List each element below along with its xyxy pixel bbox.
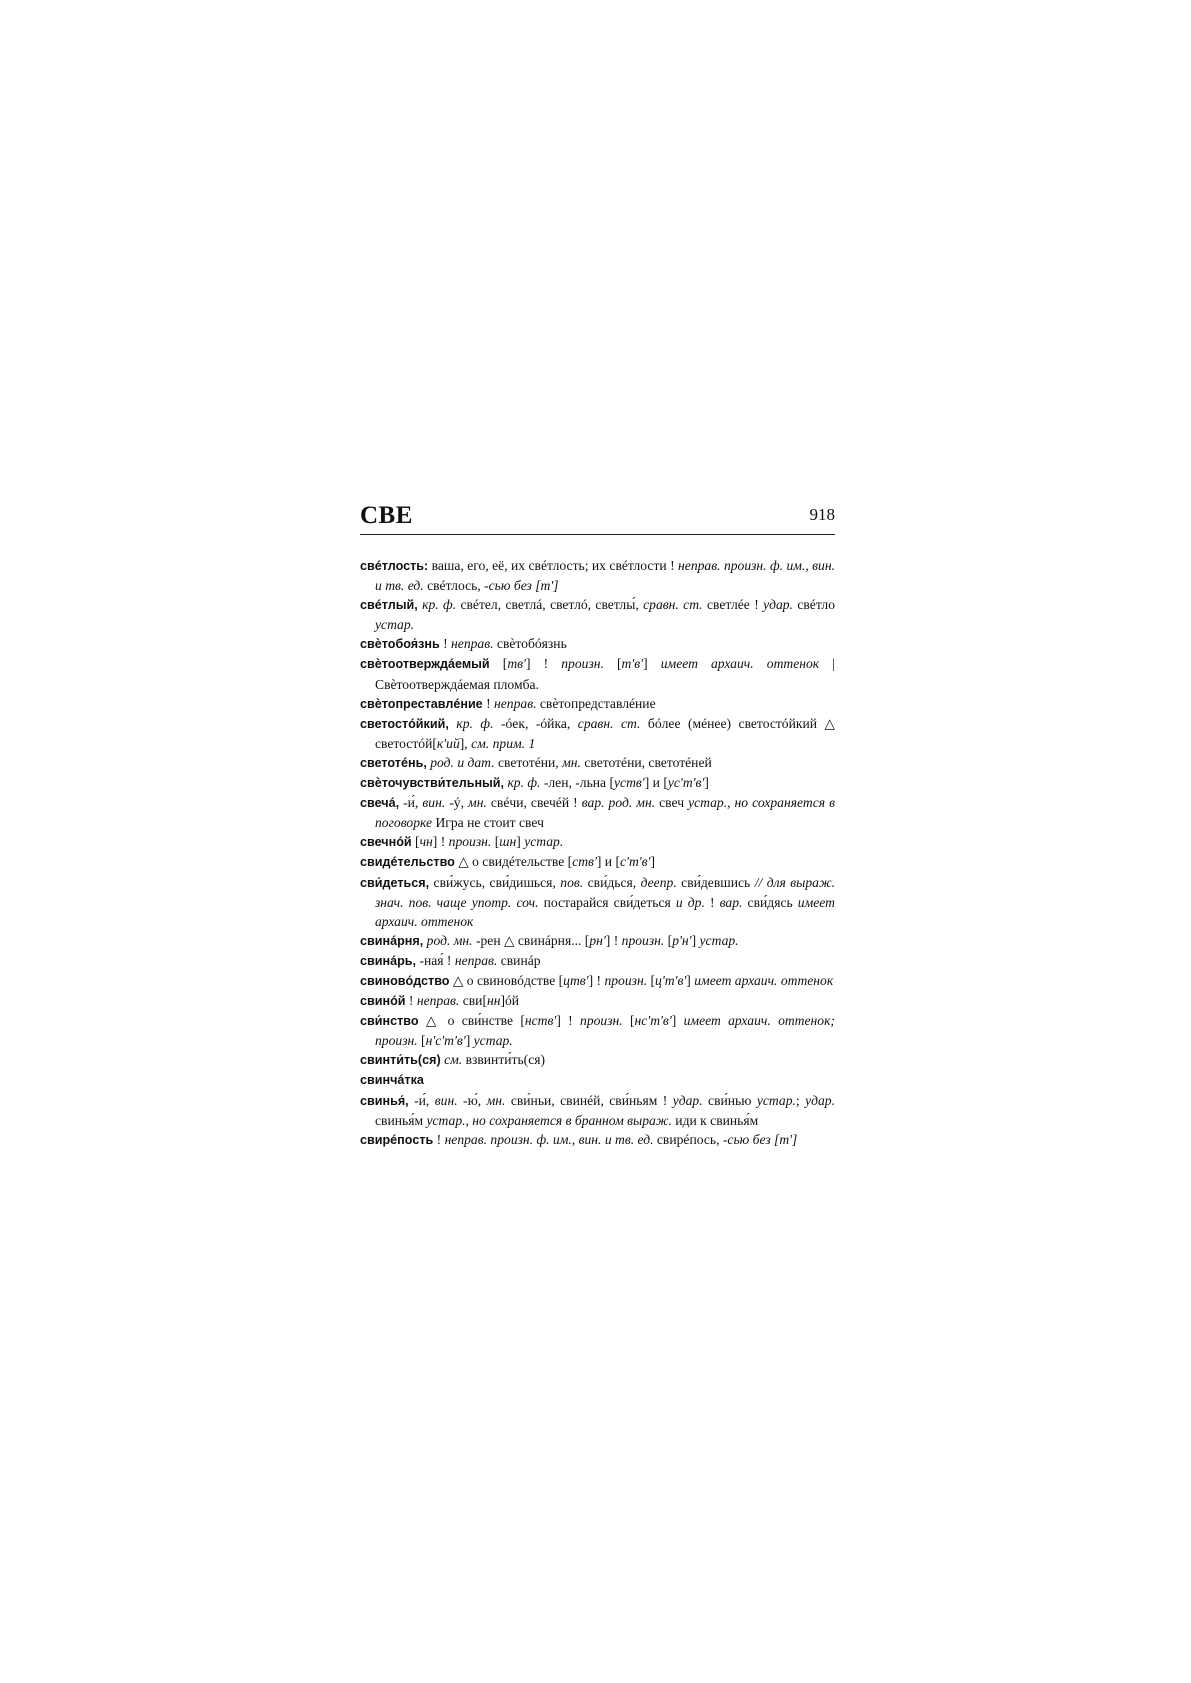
entry-text: ;	[795, 1092, 806, 1108]
entry-text: Игра не стоит свеч	[432, 815, 544, 831]
entry-text: -ю́,	[457, 1092, 487, 1108]
entry-text: свéчи, свечéй !	[486, 795, 582, 811]
entry-text: -óек, -óйка,	[493, 715, 578, 731]
entry-headword: светотéнь,	[360, 755, 427, 770]
entry-label: -сью без [т']	[722, 1131, 798, 1147]
entry-text: свирéпось,	[653, 1131, 723, 1147]
dictionary-entry	[360, 991, 835, 1011]
entry-label: и др.	[675, 894, 705, 910]
entry-headword: свинчáтка	[360, 1073, 424, 1088]
dictionary-entry	[360, 595, 835, 634]
entry-label: удар.	[672, 1092, 703, 1108]
running-head: СВЕ	[360, 502, 413, 529]
entry-text: [	[647, 972, 656, 988]
entry-text: сви[	[459, 993, 487, 1009]
dictionary-entry	[360, 793, 835, 832]
entry-headword: свиновóдство	[360, 973, 450, 988]
entry-headword: свечá,	[360, 796, 400, 811]
entry-label: вар.	[719, 894, 743, 910]
entry-label: неправ.	[451, 636, 494, 652]
entry-text: ] и [	[596, 854, 621, 870]
entry-text: △ о свиновóдстве [	[449, 972, 564, 988]
entry-text: !	[439, 636, 452, 652]
entry-label: чн	[419, 834, 433, 850]
entry-headword: свидéтельство	[360, 855, 455, 870]
dictionary-entry	[360, 1091, 835, 1130]
entry-text: [	[622, 1013, 635, 1029]
entry-label: см.	[444, 1052, 463, 1068]
dictionary-entry	[360, 852, 835, 872]
dictionary-entry	[360, 832, 835, 852]
entry-text: △ о свидéтельстве [	[454, 854, 573, 870]
entry-label: т'в'	[621, 656, 644, 672]
entry-text: свеч	[655, 795, 689, 811]
entry-headword: свирéпость	[360, 1132, 434, 1147]
entry-text: ] !	[432, 834, 449, 850]
entry-text: | Свѐтоотверждáемая пломба.	[375, 656, 835, 692]
entry-text: ] !	[556, 1013, 581, 1029]
entry-label: род. и дат.	[426, 754, 495, 770]
entry-label: кр. ф.	[504, 775, 541, 791]
entry-label: см. прим. 1	[471, 735, 536, 751]
entry-headword: свѐтоотверждáемый	[360, 657, 490, 672]
entry-text: !	[482, 695, 495, 711]
entry-label: кр. ф.	[448, 715, 494, 731]
entry-text: ] !	[525, 656, 562, 672]
entry-label: тв'	[507, 656, 526, 672]
entry-label: н'с'т'в'	[425, 1033, 466, 1049]
entry-label: устар.	[375, 617, 415, 633]
dictionary-entry	[360, 556, 835, 595]
entry-text: ] !	[605, 932, 622, 948]
entry-label: неправ.	[416, 993, 460, 1009]
entry-label: р'н'	[672, 932, 692, 948]
entry-text: !	[433, 1131, 445, 1147]
entry-text: ]	[643, 656, 661, 672]
entry-label: к'ий	[436, 735, 460, 751]
entry-label: устар., но сохраняется в поговорке	[375, 795, 835, 831]
entry-label: ус'т'в'	[667, 775, 705, 791]
entry-headword: свечнóй	[360, 835, 412, 850]
entry-label: шн	[499, 834, 517, 850]
entry-label: удар.	[763, 597, 793, 613]
entry-text: сви́дясь	[742, 894, 798, 910]
entry-headword: свинáрь,	[360, 953, 417, 968]
entry-text: сви́девшись	[676, 874, 755, 890]
entry-label: уств'	[614, 775, 645, 791]
dictionary-entry	[360, 1011, 835, 1050]
entry-label: -сью без [т']	[484, 578, 559, 594]
entry-label: удар.	[805, 1092, 835, 1108]
dictionary-entry	[360, 753, 835, 773]
entry-headword: светостóйкий,	[360, 716, 449, 731]
entry-text: -ý,	[445, 795, 469, 811]
entry-label: устар.	[756, 1092, 796, 1108]
entry-text: !	[405, 993, 417, 1009]
entry-text: сви́жусь, сви́дишься,	[429, 874, 561, 890]
entry-label: цтв'	[563, 972, 589, 988]
dictionary-entry	[360, 634, 835, 654]
entry-text: -лен, -льна [	[540, 775, 615, 791]
entry-text: ]	[704, 775, 709, 791]
entry-label: род. мн.	[423, 932, 473, 948]
entry-text: светотéни, светотéней	[580, 754, 712, 770]
entry-label: сравн. ст.	[643, 597, 703, 613]
entry-label: произн.	[580, 1013, 623, 1029]
entry-label: устар.	[524, 834, 564, 850]
entry-label: нн	[486, 993, 501, 1009]
entry-text: свѐтопредставлéние	[536, 695, 656, 711]
entry-label: произн.	[621, 932, 665, 948]
entry-text: ]	[516, 834, 525, 850]
entry-text: [	[417, 1033, 426, 1049]
entry-headword: свéтлость:	[360, 559, 429, 573]
entry-text: сви́ньи, свинéй, сви́ньям !	[505, 1092, 673, 1108]
entry-headword: свинóй	[360, 994, 406, 1009]
entry-text: иди к свинья́м	[671, 1112, 759, 1128]
entry-text: свинáр	[497, 952, 541, 968]
entry-label: вин.	[434, 1092, 458, 1108]
entry-headword: свинти́ть(ся)	[360, 1053, 441, 1068]
entry-headword: свинья́,	[360, 1093, 409, 1108]
entry-text: свéтлось,	[423, 578, 485, 594]
entry-text: [	[411, 834, 420, 850]
entry-text: -и́,	[399, 795, 423, 811]
entry-text: ]óй	[500, 993, 520, 1009]
entry-label: // для выраж. знач. пов. чаще употр. соч.	[375, 874, 836, 910]
entry-text: -рен △ свинáрня... [	[472, 932, 590, 948]
entry-text: светлée !	[702, 597, 764, 613]
entry-label: нств'	[524, 1013, 557, 1029]
entry-label: неправ.	[454, 952, 498, 968]
page-header	[360, 502, 835, 532]
entry-text: светотéни,	[494, 754, 563, 770]
entry-headword: сви́деться,	[360, 875, 430, 890]
entry-text: ],	[459, 735, 472, 751]
entry-text: △ о сви́нстве [	[418, 1013, 525, 1029]
entry-label: пов.	[560, 874, 584, 890]
entry-label: вин.	[422, 795, 446, 811]
entry-label: произн.	[561, 656, 604, 672]
header-rule	[360, 534, 835, 535]
entry-headword: свéтлый,	[360, 598, 418, 613]
entry-text: свинья́м	[375, 1112, 427, 1128]
entry-label: произн.	[604, 972, 648, 988]
dictionary-entry	[360, 654, 835, 693]
entry-text: сви́нью	[702, 1092, 757, 1108]
entry-label: деепр.	[640, 874, 677, 890]
entry-text: ]	[691, 932, 700, 948]
entry-label: мн.	[562, 754, 581, 770]
entry-text: ] и [	[644, 775, 668, 791]
entry-text: -ная́ !	[416, 952, 455, 968]
entry-text: сви́дься,	[583, 874, 641, 890]
entry-text: ] !	[588, 972, 605, 988]
entry-headword: свинáрня,	[360, 933, 424, 948]
entry-text: свéтел, светлá, светлó, светлы́,	[456, 597, 644, 613]
entry-text: [	[664, 932, 673, 948]
dictionary-entry	[360, 1070, 835, 1090]
dictionary-entry	[360, 951, 835, 971]
entry-label: мн.	[468, 795, 487, 811]
entry-label: неправ.	[494, 695, 537, 711]
entry-label: устар., но сохраняется в бранном выраж.	[426, 1112, 672, 1128]
entry-label: сравн. ст.	[577, 715, 641, 731]
entry-headword: свѐтобоя́знь	[360, 637, 440, 652]
entry-headword: сви́нство	[360, 1014, 419, 1029]
entry-label: рн'	[589, 932, 606, 948]
entry-text: свѐтобóязнь	[493, 636, 567, 652]
entry-text: ]	[465, 1033, 474, 1049]
entry-text: ]	[650, 854, 656, 870]
entry-label: имеет архаич. оттенок; произн.	[375, 1013, 835, 1049]
entry-text: бóлее (мéнее) светостóйкий △ светостóй[	[375, 715, 835, 751]
entry-label: имеет архаич. оттенок	[660, 656, 820, 672]
dictionary-entry	[360, 773, 835, 793]
entry-text: постарайся сви́деться	[538, 894, 676, 910]
entry-text: ]	[686, 972, 695, 988]
entry-label: имеет архаич. оттенок	[375, 894, 835, 929]
dictionary-entry	[360, 1050, 835, 1070]
dictionary-entry	[360, 1130, 835, 1150]
entry-text: !	[704, 894, 720, 910]
entry-list	[360, 556, 835, 1150]
entry-label: неправ. произн. ф. им., вин. и тв. ед.	[375, 558, 836, 594]
page-number: 918	[809, 505, 835, 524]
entry-headword: свѐтопреставлéние	[360, 696, 483, 711]
entry-label: нс'т'в'	[634, 1013, 672, 1029]
entry-text: свéтло	[792, 597, 836, 613]
dictionary-entry	[360, 694, 835, 714]
entry-text: [	[491, 834, 500, 850]
entry-text: -и́,	[408, 1092, 435, 1108]
entry-label: имеет архаич. оттенок	[694, 972, 834, 988]
entry-text: взвинти́ть(ся)	[462, 1052, 546, 1068]
dictionary-entry	[360, 931, 835, 951]
entry-label: с'т'в'	[620, 854, 651, 870]
entry-label: произн.	[448, 834, 492, 850]
entry-text: [	[489, 656, 508, 672]
entry-label: устар.	[699, 932, 739, 948]
entry-headword: свѐточувстви́тельный,	[360, 776, 505, 791]
entry-text: ]	[671, 1013, 684, 1029]
dictionary-page	[360, 502, 836, 1147]
dictionary-entry	[360, 971, 835, 991]
entry-label: ц'т'в'	[655, 972, 687, 988]
entry-label: ств'	[572, 854, 597, 870]
entry-label: устар.	[473, 1033, 513, 1049]
dictionary-entry	[360, 873, 835, 931]
entry-text: [	[603, 656, 622, 672]
dictionary-entry	[360, 714, 835, 753]
entry-label: вар. род. мн.	[581, 795, 656, 811]
entry-text: ваша, его, её, их свéтлость; их свéтлости !	[428, 558, 679, 573]
entry-label: неправ. произн. ф. им., вин. и тв. ед.	[444, 1131, 654, 1147]
entry-label: мн.	[486, 1092, 506, 1108]
entry-label: кр. ф.	[417, 597, 457, 613]
